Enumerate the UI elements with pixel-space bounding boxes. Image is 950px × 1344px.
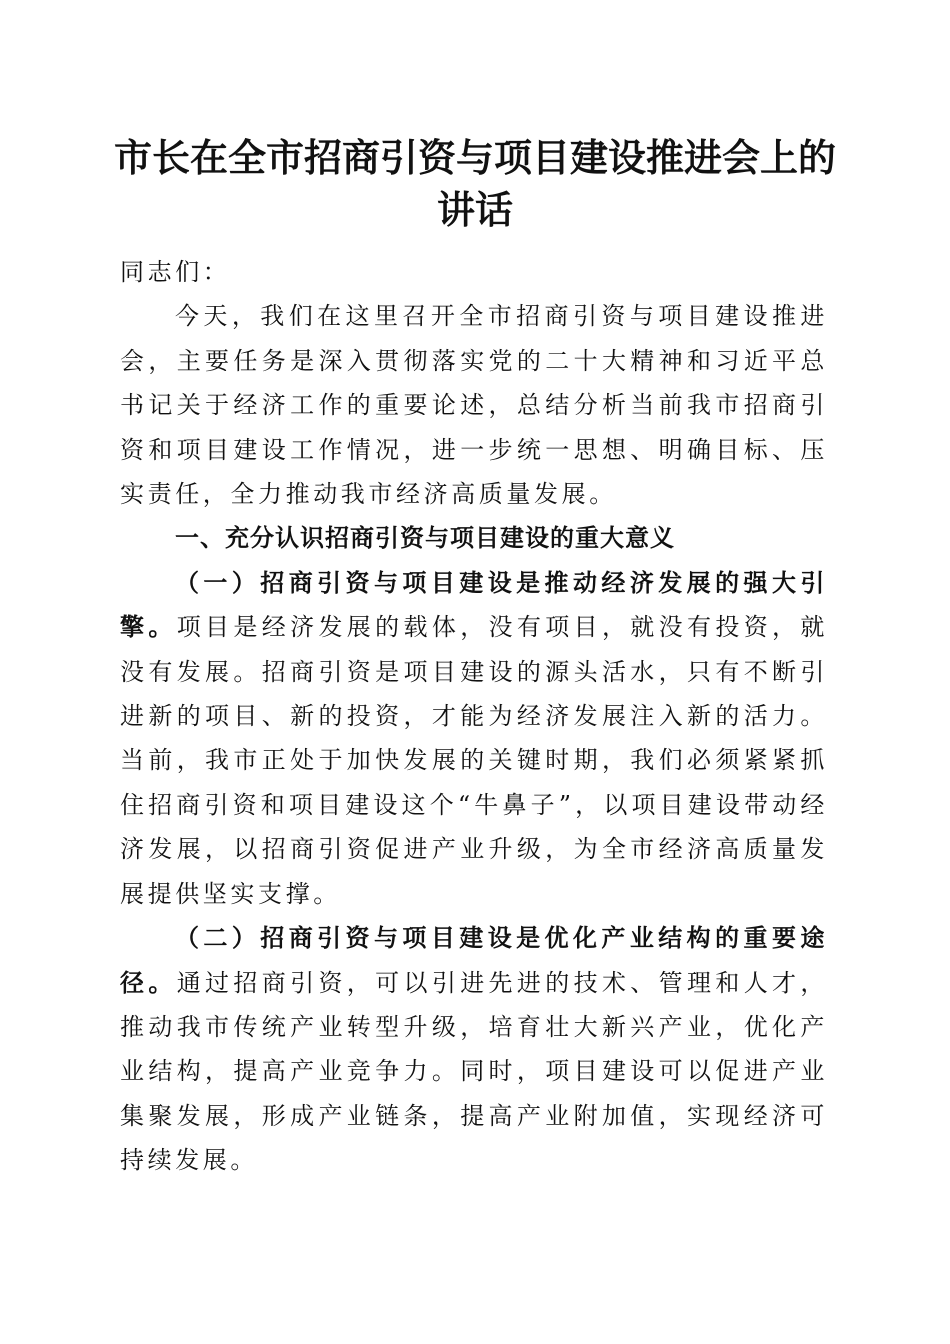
item1-subheading: （一）招商引资与项目建设是推动经济发展的强大引擎。 [120,567,828,642]
section-heading: 一、充分认识招商引资与项目建设的重大意义 [175,524,675,553]
item2-subheading: （二）招商引资与项目建设是优化产业结构的重要途径。 [120,923,828,997]
item1-paragraph [120,561,828,916]
intro-paragraph: 今天，我们在这里召开全市招商引资与项目建设推进会，主要任务是深入贯彻落实党的二十大精神和习近平总书记关于经济工作的重要论述，总结分析当前我市招商引资和项目建设工作情况，进一步统一思想、明确目标、压实责任，全力推动我市经济高质量发展。 [120,302,828,509]
salutation: 同志们： [120,258,231,286]
item1-text: 项目是经济发展的载体，没有项目，就没有投资，就没有发展。招商引资是项目建设的源头活水，只有不断引进新的项目、新的投资，才能为经济发展注入新的活力。当前，我市正处于加快发展的关键时期，我们必须紧紧抓住招商引资和项目建设这个“牛鼻子”，以项目建设带动经济发展，以招商引资促进产业升级，为全市经济高质量发展提供坚实支撑。 [120,613,828,908]
item2-paragraph [120,916,828,1182]
item2-text: 通过招商引资，可以引进先进的技术、管理和人才，推动我市传统产业转型升级，培育壮大新兴产业，优化产业结构，提高产业竞争力。同时，项目建设可以促进产业集聚发展，形成产业链条，提高产业附加值，实现经济可持续发展。 [120,968,828,1175]
document-body [120,250,828,1183]
document-title: 市长在全市招商引资与项目建设推进会上的讲话 [113,135,836,232]
